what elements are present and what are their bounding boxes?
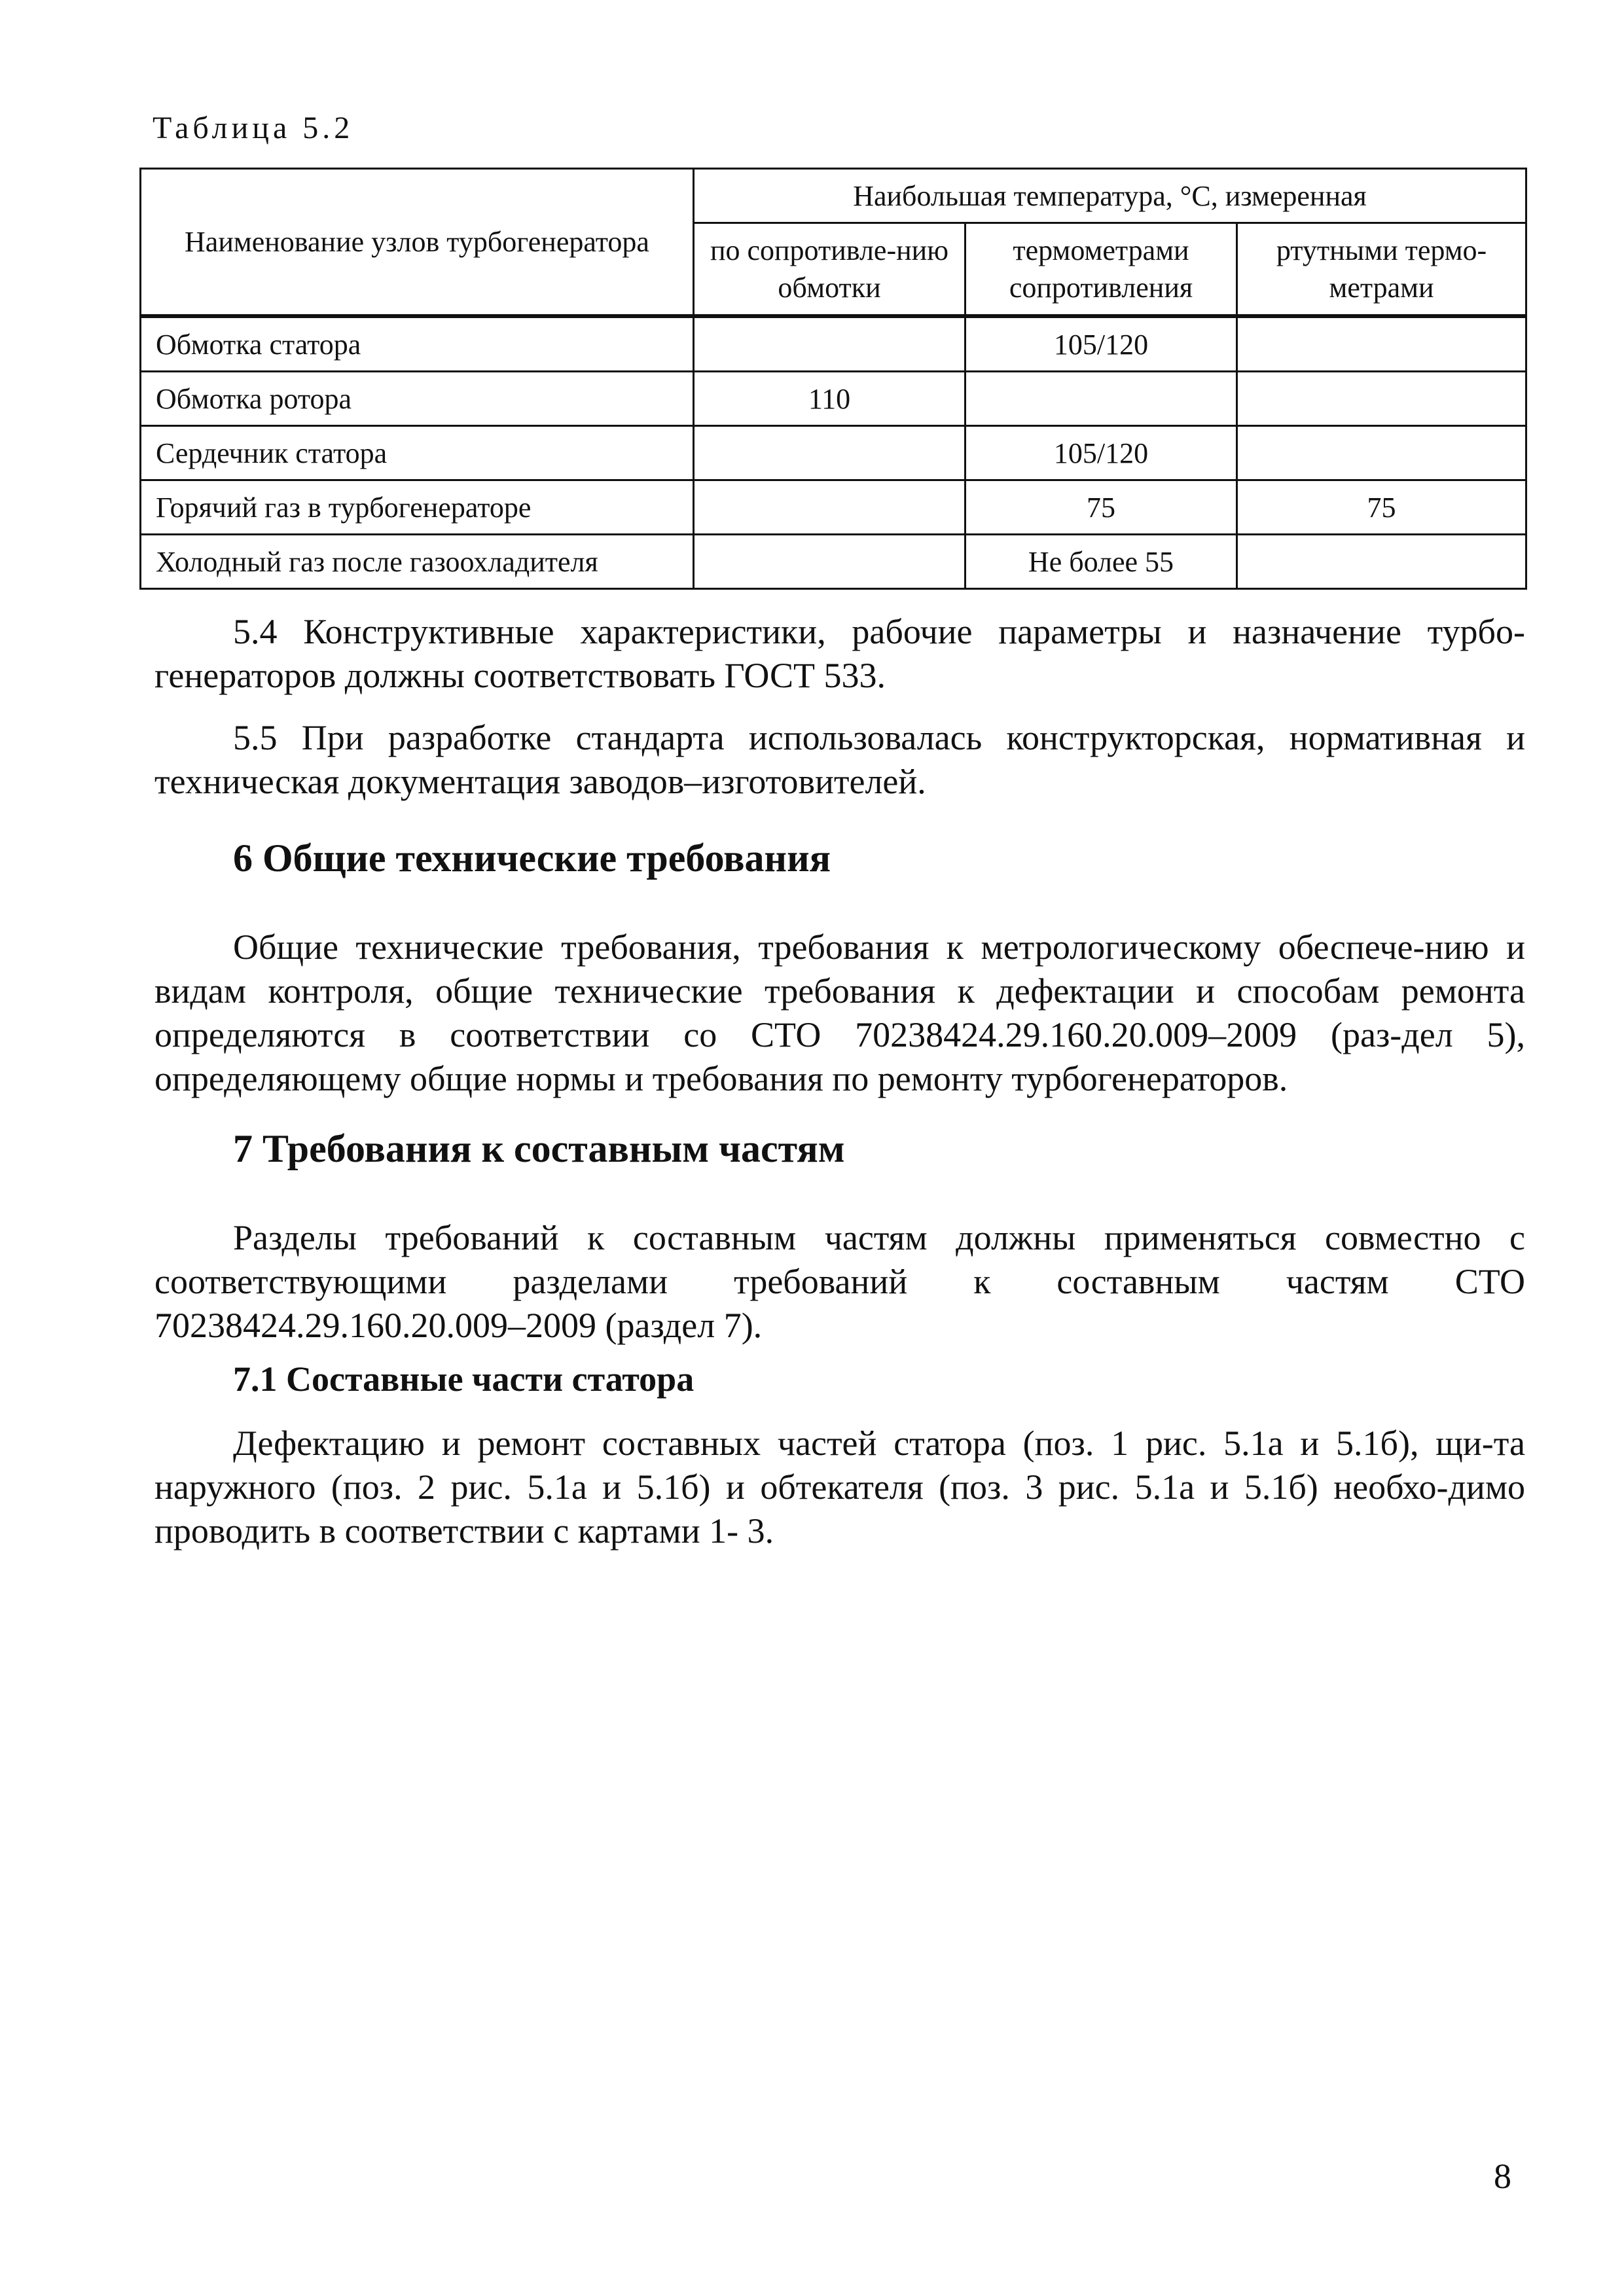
- section-6-text: Общие технические требования, требования к метрологическому обеспече-нию и видам контроля, общие технические требования к дефектации и способам ремонта определяются в соответствии со СТО 70238424.29.160.20.009–2009 (раз-дел 5), определяющему общие нормы и требования по ремонту турбогенераторов.: [154, 927, 1525, 1098]
- table-row: [141, 316, 1526, 372]
- row-label: Обмотка ротора: [141, 372, 694, 426]
- cell-winding-resistance: [694, 426, 965, 480]
- table-row: [141, 372, 1526, 426]
- cell-mercury-thermometers: [1237, 316, 1526, 372]
- paragraph-5-4: 5.4 Конструктивные характеристики, рабочие параметры и назначение турбо-генераторов должны соответствовать ГОСТ 533.: [154, 612, 1525, 695]
- cell-resistance-thermometers: [965, 372, 1237, 426]
- table-caption: Таблица 5.2: [153, 111, 354, 145]
- cell-winding-resistance: 110: [694, 372, 965, 426]
- cell-winding-resistance: [694, 535, 965, 589]
- subheader-resistance-thermometers: термометрами сопротивления: [965, 223, 1237, 317]
- row-label: Холодный газ после газоохладителя: [141, 535, 694, 589]
- cell-winding-resistance: [694, 480, 965, 535]
- page-number: 8: [1494, 2157, 1511, 2196]
- section-7-1-heading: 7.1 Составные части статора: [233, 1359, 695, 1399]
- section-7-1-text: Дефектацию и ремонт составных частей статора (поз. 1 рис. 5.1а и 5.1б), щи-та наружного (поз. 2 рис. 5.1а и 5.1б) и обтекателя (поз. 3 рис. 5.1а и 5.1б) необхо-димо проводить в соответствии с картами 1- 3.: [154, 1424, 1525, 1551]
- table-header-row: [141, 169, 1526, 223]
- row-label: Обмотка статора: [141, 316, 694, 372]
- section-7-text: Разделы требований к составным частям должны применяться совместно с соответствующими разделами требований к составным частям СТО 70238424.29.160.20.009–2009 (раздел 7).: [154, 1218, 1525, 1345]
- cell-resistance-thermometers: Не более 55: [965, 535, 1237, 589]
- temperature-table: [139, 168, 1527, 590]
- row-label: Горячий газ в турбогенераторе: [141, 480, 694, 535]
- cell-mercury-thermometers: [1237, 372, 1526, 426]
- cell-mercury-thermometers: [1237, 426, 1526, 480]
- header-max-temperature: Наибольшая температура, °С, измеренная: [694, 169, 1526, 223]
- cell-mercury-thermometers: [1237, 535, 1526, 589]
- paragraph-5-5: 5.5 При разработке стандарта использовалась конструкторская, нормативная и техническая документация заводов–изготовителей.: [154, 718, 1525, 801]
- cell-mercury-thermometers: 75: [1237, 480, 1526, 535]
- table-row: [141, 426, 1526, 480]
- header-unit-name: Наименование узлов турбогенератора: [141, 169, 694, 317]
- cell-resistance-thermometers: 75: [965, 480, 1237, 535]
- cell-resistance-thermometers: 105/120: [965, 426, 1237, 480]
- table-row: [141, 535, 1526, 589]
- subheader-mercury-thermometers: ртутными термо-метрами: [1237, 223, 1526, 317]
- cell-resistance-thermometers: 105/120: [965, 316, 1237, 372]
- section-7-heading: 7 Требования к составным частям: [233, 1127, 845, 1170]
- section-6-heading: 6 Общие технические требования: [233, 836, 831, 880]
- row-label: Сердечник статора: [141, 426, 694, 480]
- table-row: [141, 480, 1526, 535]
- cell-winding-resistance: [694, 316, 965, 372]
- subheader-winding-resistance: по сопротивле-нию обмотки: [694, 223, 965, 317]
